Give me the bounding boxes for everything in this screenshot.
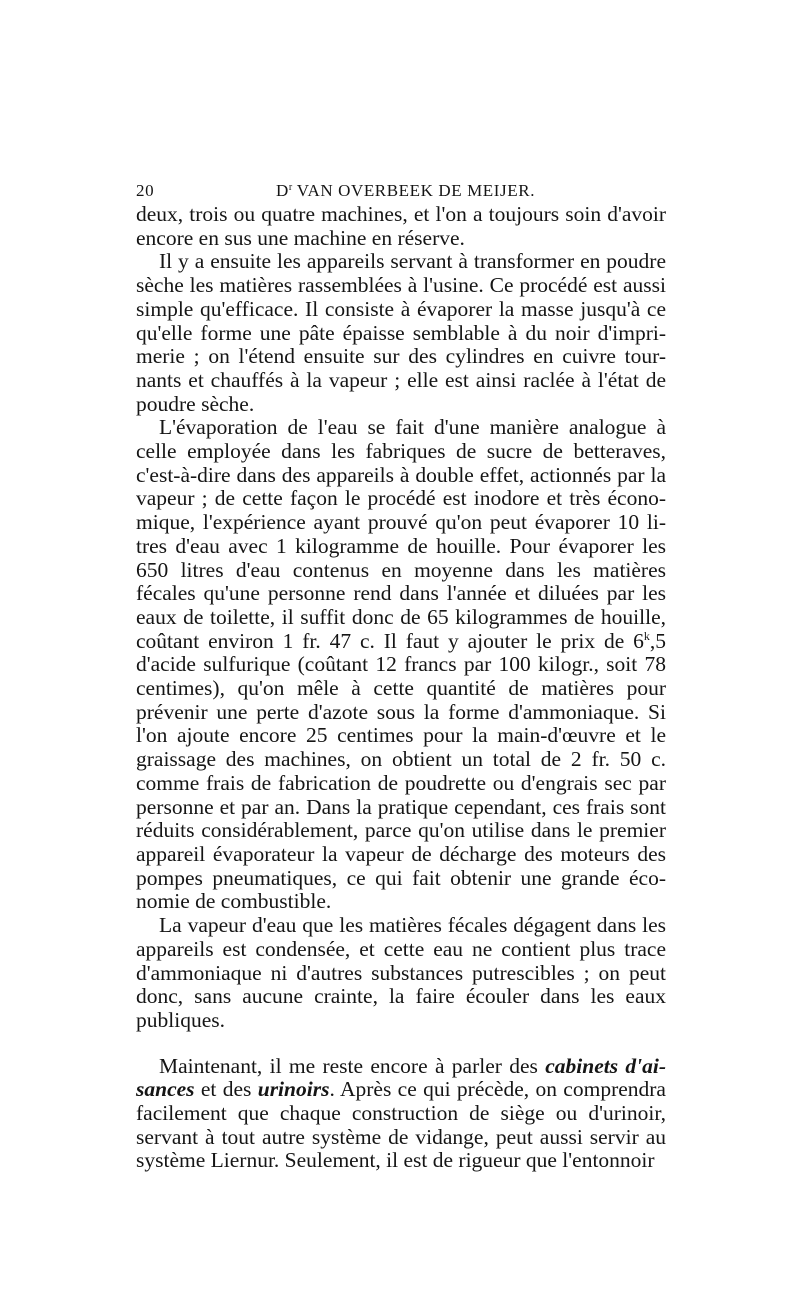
running-head [136, 176, 666, 200]
running-title-prefix: D [276, 181, 289, 200]
book-page [136, 176, 666, 1173]
emphasis-cabinets: cabinets d'ai-sances [136, 1053, 666, 1102]
paragraph-4: La vapeur d'eau que les matières fécales dégagent dans les appareils est condensée, et cette eau ne contient plus trace d'ammoniaque ni d'autres substances putrescibles ; on peut donc, sans aucune crainte, la faire écouler dans les eaux publiques. [136, 913, 666, 1032]
paragraph-1: deux, trois ou quatre machines, et l'on a toujours soin d'avoir encore en sus une machine en réserve. [136, 202, 666, 250]
paragraph-3 [136, 416, 666, 914]
emphasis-urinoirs: urinoirs [257, 1077, 330, 1102]
paragraph-5-part-b: et des [194, 1077, 258, 1102]
running-title-rest: VAN OVERBEEK DE MEIJER. [292, 181, 536, 200]
kilogram-superscript: k [643, 628, 650, 643]
paragraph-2: Il y a ensuite les appareils servant à transformer en poudre sèche les matières rassemblées à l'usine. Ce procédé est aussi simple qu'efficace. Il consiste à évaporer la masse jusqu'à ce qu'elle forme une pâte épaisse semblable à du noir d'impri-merie ; on l'étend ensuite sur des cylindres en cuivre tour-nants et chauffés à la vapeur ; elle est ainsi raclée à l'état de poudre sèche. [136, 249, 666, 416]
page-number: 20 [136, 181, 155, 200]
running-title [276, 176, 666, 203]
paragraph-5 [136, 1055, 666, 1174]
running-title-superscript: r [288, 182, 293, 193]
paragraph-5-part-c: . Après ce qui précède, on comprendra facilement que chaque construction de siège ou d'urinoir, servant à tout autre système de vidange, peut aussi servir au système Liernur. Seulement, il est de rigueur que l'entonnoir [136, 1077, 666, 1173]
paragraph-5-part-a: Maintenant, il me reste encore à parler des [159, 1053, 546, 1078]
paragraph-3-part-b: ,5 d'acide sulfurique (coûtant 12 francs par 100 kilogr., soit 78 centimes), qu'on mêle à cette quantité de matières pour prévenir une perte d'azote sous la forme d'ammoniaque. Si l'on ajoute encore 25 centimes pour la main-d'œuvre et le graissage des machines, on obtient un total de 2 fr. 50 c. comme frais de fabrication de poudrette ou d'engrais sec par personne et par an. Dans la pratique cependant, ces frais sont réduits considérablement, parce qu'on utilise dans le premier appareil évaporateur la vapeur de décharge des moteurs des pompes pneumatiques, ce qui fait obtenir une grande éco-nomie de combustible. [136, 628, 666, 914]
paragraph-3-part-a: L'évaporation de l'eau se fait d'une manière analogue à celle employée dans les fabriques de sucre de betteraves, c'est-à-dire dans des appareils à double effet, actionnés par la vapeur ; de cette façon le procédé est inodore et très écono-mique, l'expérience ayant prouvé qu'on peut évaporer 10 li-tres d'eau avec 1 kilogramme de houille. Pour évaporer les 650 litres d'eau contenus en moyenne dans les matières fécales qu'une personne rend dans l'année et diluées par les eaux de toilette, il suffit donc de 65 kilogrammes de houille, coûtant environ 1 fr. 47 c. Il faut y ajouter le prix de 6 [136, 415, 666, 653]
